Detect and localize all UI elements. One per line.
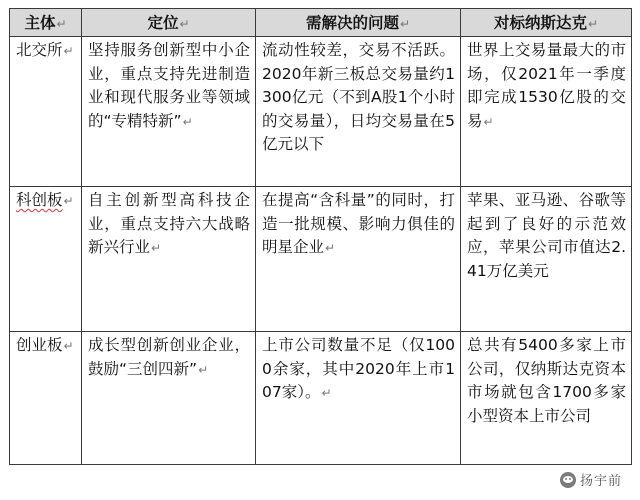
comparison-table	[9, 8, 632, 465]
cell-issues: 流动性较差，交易不活跃。2020年新三板总交易量约1300亿元（不到A股1个小时的交易量），日均交易量在5亿元以下	[256, 37, 461, 187]
cell-issues: 在提高“含科量”的同时，打造一批规模、影响力俱佳的明星企业↵	[256, 187, 461, 332]
cell-nasdaq: 世界上交易量最大的市场，仅2021年一季度即完成1530亿股的交易↵	[461, 37, 632, 187]
table-header-row	[10, 9, 632, 37]
cell-subject: 创业板↵	[10, 332, 82, 465]
header-positioning: 定位↵	[82, 9, 256, 37]
header-subject: 主体↵	[10, 9, 82, 37]
header-issues: 需解决的问题↵	[256, 9, 461, 37]
watermark	[556, 469, 626, 490]
cell-positioning: 成长型创新创业企业，鼓励“三创四新”↵	[82, 332, 256, 465]
table-row	[10, 332, 632, 465]
wechat-icon	[560, 472, 576, 488]
cell-subject: 北交所↵	[10, 37, 82, 187]
header-nasdaq: 对标纳斯达克↵	[461, 9, 632, 37]
cell-subject: 科创板↵	[10, 187, 82, 332]
watermark-text: 扬宇前	[579, 474, 622, 489]
table-row	[10, 187, 632, 332]
cell-positioning: 自主创新型高科技企业，重点支持六大战略新兴行业↵	[82, 187, 256, 332]
cell-issues: 上市公司数量不足（仅1000余家，其中2020年上市107家）。↵	[256, 332, 461, 465]
cell-nasdaq: 苹果、亚马逊、谷歌等起到了良好的示范效应，苹果公司市值达2.41万亿美元	[461, 187, 632, 332]
table-row	[10, 37, 632, 187]
cell-positioning: 坚持服务创新型中小企业，重点支持先进制造业和现代服务业等领域的“专精特新”↵	[82, 37, 256, 187]
cell-nasdaq: 总共有5400多家上市公司，仅纳斯达克资本市场就包含1700多家小型资本上市公司	[461, 332, 632, 465]
